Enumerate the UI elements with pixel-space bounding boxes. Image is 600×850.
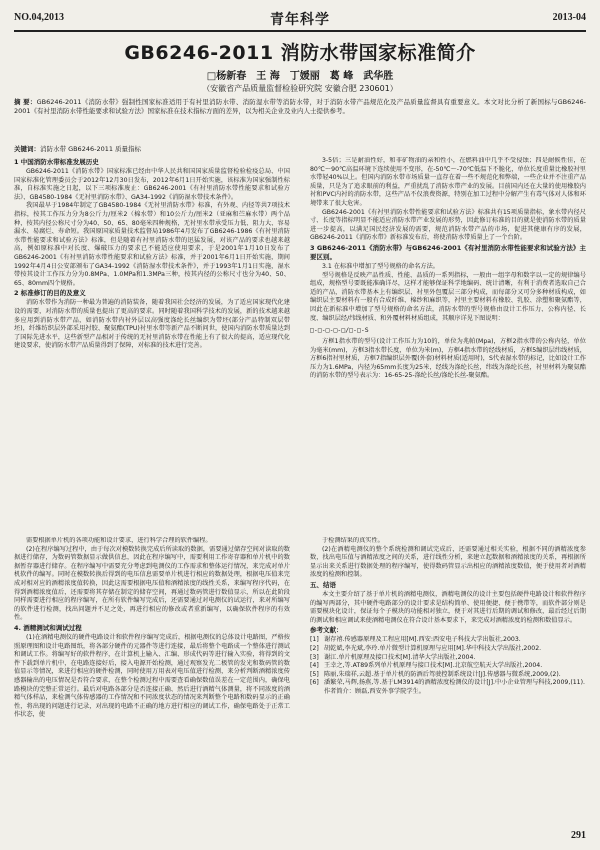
model-code-formula: □-□-□-□-□/□-□-S xyxy=(310,326,369,335)
reference-number: [2] xyxy=(310,644,319,652)
paragraph: 型号规格是反映产品性质、性能、品质的一系列指标，一般由一组字母和数字以一定的规律编号组成，规格型号要既能准确详尽，这样才能够保证科学地编码、统计清晰，有利于消费者选取自己合适的产品，消防水带基本上有编织层、衬里外包覆层三部分构成，而每部分又可分多种材质构成，如编织层主要材料有一般有合成纤维、棉纱和麻织等，衬里主要材料有橡胶、乳胶、涂塑和聚氨酯等，因此在新标准中增加了型号规格的命名方法，消防水带的型号规格由设计工作压力、公称内径、长度、编织层经/纬线材质、和外覆材料材质组成，其顺序详见下图说明： xyxy=(310,271,586,322)
keywords xyxy=(14,145,586,154)
journal-name: 青年科学 xyxy=(270,12,330,28)
paragraph: 3.1 在标准中增加了型号规格的命名方法。 xyxy=(322,262,439,270)
reference-item xyxy=(310,688,586,697)
reference-text: 潘繁荣,马辉,扬燕,等.基于LM3914的酒精浓度检测仪的设计[J].中小企业管理与科技,2009,(11). xyxy=(324,679,585,687)
section-heading: 参考文献： xyxy=(310,626,343,635)
body-column-1 xyxy=(14,157,290,532)
reference-item xyxy=(310,645,586,654)
keywords-text: 消防水带 GB6246-2011 质量指标 xyxy=(40,145,142,153)
reference-item xyxy=(310,662,586,671)
running-header xyxy=(14,8,586,32)
reference-text: 胡乾斌,李光斌,李玲.单片微型计算机原理与应用[M].华中科技大学出版社,2002. xyxy=(324,644,542,652)
author-list: □杨新春 王 海 丁媛丽 葛 峰 武华胜 xyxy=(206,71,394,82)
paragraph: (2)在酒精电测仪的整个系统检测和调试完成后，还需要通过相关实验，根据不同的酒精浓度参数，找出电压值与酒精浓度之间的关系，进行线性分析，来建立起数据和酒精浓度的关系，再根据所显示出来关系进行数据处理的程序编写，使得数码管显示出相应的酒精浓度数值，便于使用者对酒精浓度的检测和控制。 xyxy=(310,545,586,579)
body-column-4 xyxy=(310,537,586,827)
body-column-2 xyxy=(310,157,586,532)
section-heading: 3 GB6246-2011《消防水带》与GB6246-2001《有衬里消防水带性能要求和试验方法》主要区别。 xyxy=(310,243,586,261)
paragraph: 3-5倍；三是耐油性好，和非矿物油的亲和性小，在燃料油中几乎不受侵蚀；四是耐候性佳，在80℃～90℃高温环境下连续使用不变形，在-50℃～-70℃低温下不脆化，单位长度重量比橡胶衬里水带轻40%以上。但国内消防水带市场质量一直存在着一些不规范化和弊端，一些企业并不注重产品质量，只是为了追求眼前的利益，严重扰乱了消防水带产业的发展。目前国内还在大量的使用橡胶内衬和PVC内衬的消防水带，这些产品不仅浪费资源，特别在加工过程中分解产生有毒气体对人体和环境带来了很大危害。 xyxy=(310,157,586,207)
article-title: GB6246-2011 消防水带国家标准简介 xyxy=(124,42,476,64)
abstract-label: 摘 要： xyxy=(14,98,37,106)
reference-number: [4] xyxy=(310,662,319,670)
section-heading: 4. 酒精测试和调试过程 xyxy=(14,623,82,632)
issue-date: 2013-04 xyxy=(552,12,586,23)
paragraph: (1)在酒精电测仪的硬件电路设计和软件程序编写完成后，根据电测仪的总体设计电路图，严格按照原理图和设计电路图纸，将各部分硬件的元器件等进行连接，最后将整个电路成一个整体进行测试和调试工作。将编写好的软件程序，在计算机上输入、汇编、形成代码等进行输入实验，将得到的文件下载到单片机中，在电路连接好后，接入电源开始检测，通过观察发光二极管的发光和数码管的数值显示等情况，来进行相应的硬件检测，同时使用万用表对电压值进行检测，来分析判断酒精浓度传感器输出的电压情况是否符合要求，在整个检测过程中需要查看确保数值误差在一定范围内，确保电路模块的完整正常运行。最后对电路各部分是否连接正确、然后进行酒精气体测量，将不同浓度的酒精气体样品，来检测气体传感器的工作情况和不同浓度状态的情况来判断整个电路和数码显示的正确性，将出现的问题进行记录，对出现的电路不正确的地方进行相应的调试工作，确保电路处于正常工作状态，使 xyxy=(14,633,290,719)
paragraph: 方框1指水带的型号(设计工作压力为10的，单位为兆帕(Mpa)，方框2指水带的公称内径，单位为毫米(mm)，方框3指水带长度，单位为米(m)，方框4指水带的经线材质，方框5编织层纬线材质，方框6指衬里材质，方框7指编织层外覆(外套)材料材质(适用时)，S代表湿水带的标记，比如设计工作压力为1.6MPa，内径为65mm长度为25米，经线为涤纶长丝，纬线为涤纶长丝，衬里材料为聚氨酯的消防水带的型号表示为：16-65-25-涤纶长丝/涤纶长丝-聚氨酯。 xyxy=(310,338,586,380)
keywords-label: 关键词： xyxy=(14,145,40,153)
reference-text: 王幸之,等.AT89系列单片机原理与接口技术[M].北京航空航天大学出版社,2004. xyxy=(324,662,543,670)
paragraph: 于检测结果的真实性。 xyxy=(322,537,384,544)
paragraph: 需要根据单片机的各项功能和设计要求，进行科学合理的软件编程。 xyxy=(26,537,212,544)
reference-item xyxy=(310,654,586,663)
paragraph: 消防水带作为消防一种最为普遍的消防装备，随着我国社会经济的发展，为了适应国家现代化建设的需要，对消防水带的质量也提出了更高的要求。同时随着我国科学技术的发展，新的技术越来越多应用到消防水带产品，如消防水带内衬外层以高强度涤纶长丝编织为带坯(部分产品特制双层带坯)，纤维纺织层外部采用衬胶、聚氨酯(TPU)衬里水带等新产品不断问世，使国内消防水带质量达到了国际先进水平，这些新型产品相对于传统的无衬里消防水带在性能上有了很大的提高，适应现代化建设要求，使消防水带产品质量得到了保障，对标准的技术进行完善。 xyxy=(14,299,290,350)
reference-text: 陈丽,朱瑞祥,云超.基于单片机的防酒后驾驶控制系统设计[J].传感器与微系统,2009,(2). xyxy=(324,670,561,678)
reference-text: 谢存禧.传感器原理及工程应用[M].西安:西安电子科技大学出版社,2003. xyxy=(324,636,521,644)
reference-text: 谢江.单片机原理及接口技术[M].清华大学出版社,2004. xyxy=(324,653,476,661)
reference-number: [3] xyxy=(310,653,319,661)
affiliation: （安徽省产品质量监督检验研究院 安徽合肥 230601） xyxy=(202,84,398,93)
paragraph: GB6246-2011《消防水带》国家标准已经由中华人民共和国国家质量监督检验检疫总局、中国国家标准化管理委员会于2012年12月30日发布，2012年6月1日开始实施，该标准为国家强制性标准，自标准实施之日起，以下三项标准废止：GB6246-2001《有衬里消防水带性能要求和试验方法》、GB4580-1984《无衬里消防水带》、GA34-1992《消防湿水带技术条件》。 xyxy=(14,168,290,201)
paragraph: GB6246-2001《有衬里消防水带性能要求和试验方法》标准共有15项质量指标，象水带内径尺寸、长度等指标明显不能适应消防水带产业发展的形势，因此修订标准的目的就是使消防水带的质量进一步提高，以满足国民经济发展的需要，规范消防水带产品的市场，促进其健康有序的发展，GB6246-2011《消防水带》新标准发布后，将使消防水带质量上了一个台阶。 xyxy=(310,208,586,242)
section-heading: 五、结语 xyxy=(310,580,336,589)
reference-number: [6] xyxy=(310,679,319,687)
section-heading: 1 中国消防水带标准发展历史 xyxy=(14,158,99,166)
body-column-3 xyxy=(14,537,290,827)
reference-item xyxy=(310,636,586,645)
reference-item xyxy=(310,679,586,688)
section-heading: 2 标准修订的目的及意义 xyxy=(14,289,86,298)
page-number: 291 xyxy=(571,830,586,841)
paragraph: (2)在程序编写过程中，由于每次对模数转换完成后所读取的数据，需要通过储存空间对读取的数据进行储存，为数码管数据显示做供信息，因此在程序编写中，需要利用工作寄存器和单片机中的数据暂存器进行储存。在程序编写中需要充分考虑到电测仪的工作需求和整体运行情况，来完成对单片机软件的编写。同时在模数转换后得到的电压信息需要单片机进行相应的数据处理，根据电压值来完成对相对应的酒精浓度值转换，因此这需要根据电压值和酒精浓度的线性关系，来编写程序代码，在得到酒精浓度值后，还需要将其存储在制定的储存空间，再通过数码管进行数值显示，所以在此阶段同样需要进行相应的程序编写，在所有软件编写完成后，还需要通过对电测仪的试运行，来对所编写的软件进行检测，找出问题并不足之处，再进行相应的修改或者重新编写，以确保软件程序的有效性。 xyxy=(14,545,290,622)
abstract xyxy=(14,98,586,116)
reference-number: [5] xyxy=(310,670,319,678)
reference-text: 作者简介：顾磊,西安外事学院学生。 xyxy=(324,687,425,695)
paragraph: 本文主要介绍了基于单片机的酒精电测仪，酒精电测仪的设计主要包括硬件电路设计和软件程序的编写两部分，其中硬件电路部分的设计要求是结构简单、使用便捷、便于携带等，而软件部分则是需要模块化设计，保证每个子模块的功能相对独立，便于对其进行后期的调试和修改，最后经过后期的测试和相应调试来使酒精电测仪在符合设计基本要求下，来完成对酒精浓度的检测和数值显示。 xyxy=(310,590,586,624)
paragraph: 我国最早于1984年制定了GB4580-1984《无衬里消防水带》标准，有外观、内径等共7项技术指标，按其工作压力分为8公斤力/厘米2（棉水带）和10公斤力/厘米2（亚麻和苎麻水带）两个品种，按其内径公称尺寸分为40、50、65、80毫米四种规格，无衬里水带承受压力低、阻力大、容易漏水、易腐烂、寿命短。我国原国家质量技术监督局1986年4月发布了GB6246-1986《有衬里消防水带性能要求和试验方法》标准，但是随着有衬里消防水带的迅猛发展，对该产品的要求也越来越高，例如原标准中对长度、爆破压力的要求已不能适应使用要求，于是2001年1月10日发布了GB6246-2001《有衬里消防水带性能要求和试验方法》标准，并于2001年6月1日开始实施，期间1992年4月4日公安部颁布了GA34-1992《消防湿水带技术条件》，并于1993年1月1日实施，湿水带按其设计工作压力分为0.8MPa、1.0MPa和1.3MPa三种，按其内径的公称尺寸也分为40、50、65、80mm四个规格。 xyxy=(14,202,290,287)
abstract-text: GB6246-2011《消防水带》强制性国家标准适用于有衬里消防水带、消防湿水带等消防水带，对于消防水带产品规范化及产品质量监督具有重要意义。本文对比分析了新国标与GB6246-2001《有衬里消防水带性能要求和试验方法》国家标准在技术指标方面的差异，以为相关企业及业内人士提供参考。 xyxy=(14,98,586,115)
reference-number: [1] xyxy=(310,636,319,644)
issue-number: NO.04,2013 xyxy=(14,12,64,23)
